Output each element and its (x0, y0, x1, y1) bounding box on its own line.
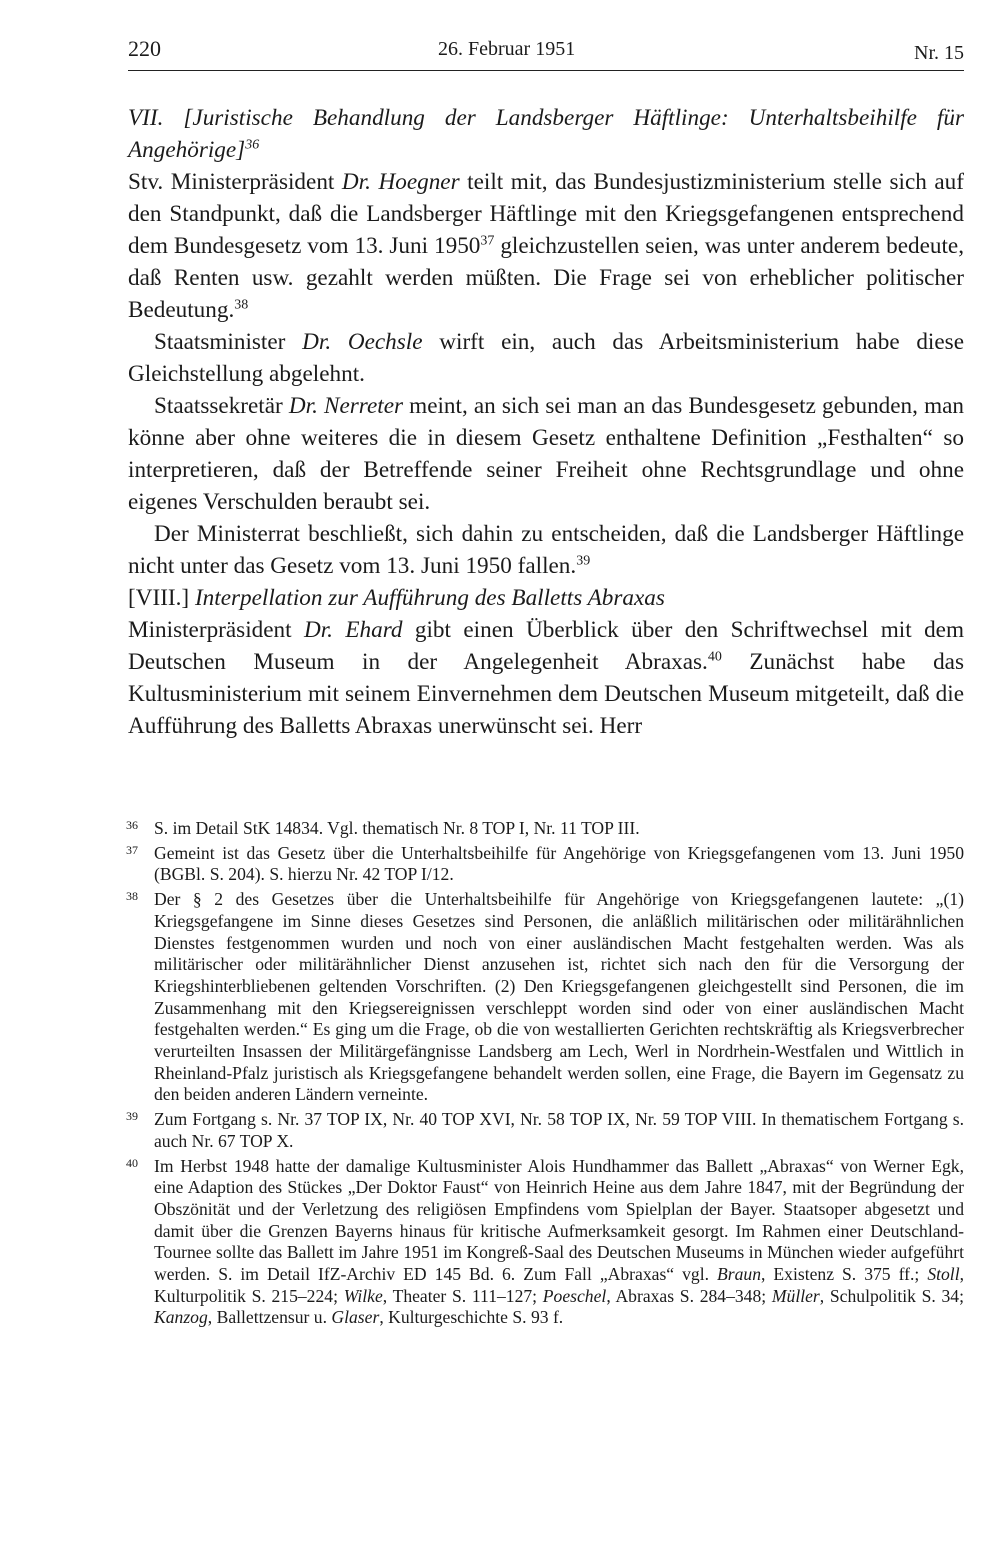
paragraph-ehard: Ministerpräsident Dr. Ehard gibt einen Überblick über den Schriftwechsel mit dem Deutschen Museum in der Angelegenheit Abraxas.$^{40}$ Zunächst habe das Kultusministerium mit seinem Einvernehmen dem Deutschen Museum mitgeteilt, daß die Aufführung des Balletts Abraxas unerwünscht sei. Herr (128, 617, 965, 739)
header-date: 26. Februar 1951 (438, 38, 576, 60)
footnote-37: 37 Gemeint ist das Gesetz über die Unterhaltsbeihilfe für Angehörige von Kriegsgefangenen vom 13. Juni 1950 (BGBl. S. 204). S. hierzu Nr. 42 TOP I/12. (126, 842, 964, 885)
speaker-name: Dr. Ehard (303, 617, 403, 643)
footnote-ref-36: 36 (245, 137, 260, 153)
main-text (128, 102, 964, 742)
running-header (128, 30, 964, 68)
header-issue: Nr. 15 (914, 42, 964, 64)
header-rule (128, 70, 964, 71)
footnote-ref-38: 38 (234, 297, 249, 313)
paragraph-nerreter: Staatssekretär Dr. Nerreter meint, an sich sei man an das Bundesgesetz gebunden, man könne aber ohne weiteres die in diesem Gesetz enthaltene Definition „Festhalten“ so interpretieren, daß der Betreffende seiner Freiheit ohne Rechtsgrundlage und ohne eigenes Verschulden beraubt sei. (128, 393, 964, 515)
footnote-36: 36 S. im Detail StK 14834. Vgl. thematisch Nr. 8 TOP I, Nr. 11 TOP III. (126, 818, 640, 838)
footnote-40: 40 Im Herbst 1948 hatte der damalige Kultusminister Alois Hundhammer das Ballett „Abraxas“ von Werner Egk, eine Adaption des Stückes „Der Doktor Faust“ von Heinrich Heine aus dem Jahre 1847, mit der Begründung der Obszönität und der Verletzung des religiösen Empfindens vom Spielplan der Bayer. Staatsoper abgesetzt und damit über die Grenzen Bayerns hinaus für kritische Aufmerksamkeit gesorgt. Im Rahmen einer Deutschland-Tournee sollte das Ballett im Jahre 1951 im Kongreß-Saal des Deutschen Museums in München wieder aufgeführt werden. S. im Detail IfZ-Archiv ED 145 Bd. 6. Zum Fall „Abraxas“ vgl. Braun, Existenz S. 375 ff.; Stoll, Kulturpolitik S. 215–224; Wilke, Theater S. 111–127; Poeschel, Abraxas S. 284–348; Müller, Schulpolitik S. 34; Kanzog, Ballettzensur u. Glaser, Kulturgeschichte S. 93 f. (126, 1155, 964, 1328)
speaker-name: Dr. Nerreter (288, 393, 404, 419)
footnote-ref-39: 39 (576, 553, 591, 569)
section-heading-viii: [VIII.] Interpellation zur Aufführung des Balletts Abraxas (128, 585, 665, 611)
footnote-39: 39 Zum Fortgang s. Nr. 37 TOP IX, Nr. 40 TOP XVI, Nr. 58 TOP IX, Nr. 59 TOP VIII. In thematischem Fortgang s. auch Nr. 67 TOP X. (126, 1109, 964, 1151)
footnote-38: 38 Der § 2 des Gesetzes über die Unterhaltsbeihilfe für Angehörige von Kriegsgefangenen lautete: „(1) Kriegsgefangene im Sinne dieses Gesetzes sind Personen, die anläßlich militärischen oder militärähnlichen Dienstes festgenommen wurden und noch von einer ausländischen Macht festgehalten werden. Was als militärischer oder militärähnlicher Dienst anzusehen ist, richtet sich nach den für die Versorgung der Kriegshinterbliebenen geltenden Vorschriften. (2) Den Kriegsgefangenen gleichgestellt sind Personen, die im Zusammenhang mit den Kriegsereignissen verschleppt worden sind oder von einer ausländischen Macht festgehalten werden.“ Es ging um die Frage, ob die von westallierten Gerichten rechtskräftig als Kriegsverbrecher verurteilten Insassen der Militärgefängnisse Landsberg am Lech, Werl in Nordrhein-Westfalen und Wittlich in Rheinland-Pfalz juristisch als Kriegsgefangene behandelt werden sollen, eine Frage, die Bayern im Gegensatz zu den beiden anderen Ländern verneinte. (126, 889, 964, 1105)
page-number: 220 (128, 36, 161, 61)
footnote-ref-37: 37 (480, 233, 495, 249)
paragraph-oechsle: Staatsminister Dr. Oechsle wirft ein, auch das Arbeitsministerium habe diese Gleichstellung abgelehnt. (128, 329, 964, 387)
speaker-name: Dr. Hoegner (341, 169, 460, 195)
speaker-name: Dr. Oechsle (302, 329, 423, 355)
section-heading-vii: VII. [Juristische Behandlung der Landsberger Häftlinge: Unterhaltsbeihilfe für Angehörige]$^{36}$ (128, 105, 964, 163)
paragraph-decision: Der Ministerrat beschließt, sich dahin zu entscheiden, daß die Landsberger Häftlinge nicht unter das Gesetz vom 13. Juni 1950 fallen.$^{39}$ (128, 521, 964, 579)
paragraph-hoegner: Stv. Ministerpräsident Dr. Hoegner teilt mit, das Bundesjustizministerium stelle sich auf den Standpunkt, daß die Landsberger Häftlinge mit den Kriegsgefangenen entsprechend dem Bundesgesetz vom 13. Juni 1950$^{37}$ gleichzustellen seien, was unter anderem bedeute, daß Renten usw. gezahlt werden müßten. Die Frage sei von erheblicher politischer Bedeutung.$^{38}$ (128, 169, 964, 323)
footnotes (128, 818, 964, 1332)
book-page (126, 30, 965, 1328)
footnote-ref-40: 40 (707, 649, 722, 665)
